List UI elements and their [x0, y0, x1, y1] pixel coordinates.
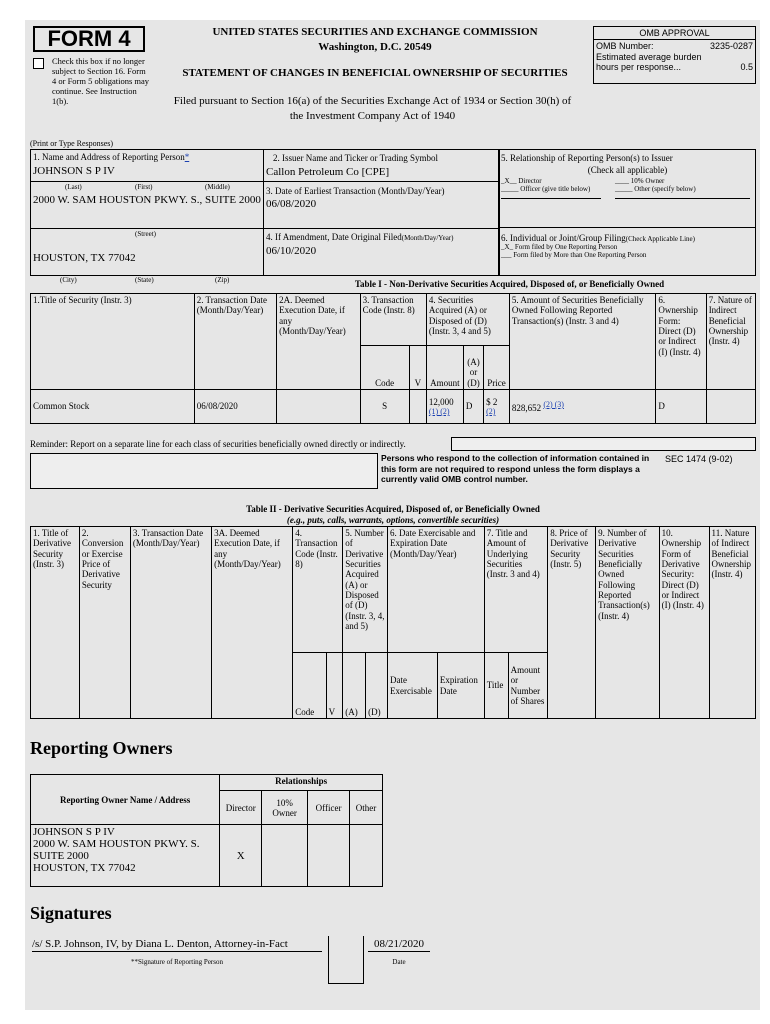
table1-title: Table I - Non-Derivative Securities Acquired, Disposed of, or Beneficially Owned	[354, 279, 665, 289]
t1-h-v: V	[409, 346, 426, 390]
t1-h-securities: 4. Securities Acquired (A) or Disposed of (D) (Instr. 3, 4 and 5)	[426, 294, 509, 346]
t1-code: S	[360, 390, 409, 424]
table2-subtitle: (e.g., puts, calls, warrants, options, convertible securities)	[286, 515, 500, 525]
reporting-owners-heading: Reporting Owners	[30, 738, 173, 758]
t1-form: D	[656, 390, 706, 424]
t2-h-amount-shares: Amount or Number of Shares	[508, 653, 548, 719]
t1-owned-footnote[interactable]: (2) (3)	[543, 399, 564, 409]
one-person-option: _X_ Form filed by One Reporting Person	[501, 243, 618, 251]
sec-number: SEC 1474 (9-02)	[665, 454, 733, 464]
signature-date-label: Date	[392, 958, 406, 966]
omb-hours-label: hours per response...	[596, 62, 682, 72]
t1-deemed-date	[277, 390, 360, 424]
t1-h-aord: (A) or (D)	[463, 346, 483, 390]
t1-h-nature: 7. Nature of Indirect Beneficial Ownership (Instr. 4)	[706, 294, 755, 390]
t1-v	[409, 390, 426, 424]
t2-h-code: 4. Transaction Code (Instr. 8)	[293, 527, 343, 653]
amendment-date: 06/10/2020	[266, 245, 317, 257]
t1-amount: 12,000 (1) (2)	[426, 390, 463, 424]
table2	[30, 526, 756, 719]
no-longer-subject-text: Check this box if no longer subject to Section 16. Form 4 or Form 5 obligations may continue. See Instruction 1(b).	[52, 56, 150, 107]
t2-h-a: (A)	[343, 653, 366, 719]
signature-date: 08/21/2020	[368, 938, 430, 952]
earliest-date: 06/08/2020	[266, 198, 317, 210]
t2-h-exercisable: Date Exercisable	[387, 653, 437, 719]
owner-name-header: Reporting Owner Name / Address	[31, 775, 220, 825]
t2-h-date: 3. Transaction Date (Month/Day/Year)	[130, 527, 211, 719]
omb-title: OMB APPROVAL	[594, 27, 755, 40]
t2-h-conversion: 2. Conversion or Exercise Price of Derivative Security	[79, 527, 130, 719]
relationships-header: Relationships	[220, 775, 383, 791]
t1-price: $ 2 (2)	[484, 390, 510, 424]
t2-h-deemed: 3A. Deemed Execution Date, if any (Month/Day/Year)	[212, 527, 293, 719]
officer-checkbox: _____ Officer (give title below)	[501, 185, 591, 193]
agency-location: Washington, D.C. 20549	[318, 41, 432, 53]
t1-transaction-date: 06/08/2020	[194, 390, 276, 424]
filed-line-1: Filed pursuant to Section 16(a) of the Securities Exchange Act of 1934 or Section 30(h) of	[173, 95, 572, 107]
t2-h-d: (D)	[366, 653, 388, 719]
reporter-name-label: 1. Name and Address of Reporting Person*	[33, 152, 190, 162]
t2-h-expiration: Expiration Date	[437, 653, 484, 719]
t2-h-code-sub: Code	[293, 653, 326, 719]
t1-owned: 828,652 $^{(2) (3)}$	[509, 390, 656, 424]
t1-h-code-sub: Code	[360, 346, 409, 390]
agency-name: UNITED STATES SECURITIES AND EXCHANGE COMMISSION	[212, 26, 538, 38]
state-label: (State)	[135, 276, 154, 284]
reminder-blank-box	[451, 437, 756, 451]
filing-label: 6. Individual or Joint/Group Filing(Check Applicable Line)	[501, 233, 695, 243]
issuer-name: Callon Petroleum Co [CPE]	[266, 166, 390, 178]
table-row	[31, 390, 756, 424]
t1-h-code: 3. Transaction Code (Instr. 8)	[360, 294, 426, 346]
signer-name: /s/ S.P. Johnson, IV, by Diana L. Denton, Attorney-in-Fact	[32, 938, 322, 952]
signatures-heading: Signatures	[30, 903, 112, 923]
first-label: (First)	[135, 183, 153, 191]
print-type-note: (Print or Type Responses)	[30, 139, 114, 148]
check-all-label: (Check all applicable)	[587, 165, 668, 175]
table2-title: Table II - Derivative Securities Acquired, Disposed of, or Beneficially Owned	[246, 504, 540, 514]
amendment-label: 4. If Amendment, Date Original Filed(Month/Day/Year)	[266, 232, 454, 242]
zip-label: (Zip)	[215, 276, 230, 284]
ten-pct-header: 10% Owner	[262, 791, 308, 825]
issuer-label: 2. Issuer Name and Ticker or Trading Symbol	[273, 153, 438, 163]
earliest-date-label: 3. Date of Earliest Transaction (Month/Day/Year)	[266, 186, 445, 196]
other-checkbox: _____ Other (specify below)	[615, 185, 696, 193]
t1-h-price: Price	[484, 346, 510, 390]
omb-burden-label: Estimated average burden	[596, 52, 702, 62]
more-person-option: ___ Form filed by More than One Reporting Person	[501, 251, 647, 259]
omb-hours: 0.5	[740, 62, 753, 72]
reporter-name: JOHNSON S P IV	[33, 165, 115, 177]
relationship-label: 5. Relationship of Reporting Person(s) to Issuer	[501, 153, 673, 163]
signer-label: **Signature of Reporting Person	[131, 958, 223, 966]
table1	[30, 293, 756, 424]
owner-address: JOHNSON S P IV 2000 W. SAM HOUSTON PKWY. S. SUITE 2000 HOUSTON, TX 77042	[31, 825, 220, 887]
form-page	[25, 20, 760, 1010]
t1-h-title: 1.Title of Security (Instr. 3)	[31, 294, 195, 390]
t2-h-price: 8. Price of Derivative Security (Instr. 5)	[548, 527, 596, 719]
owner-other	[350, 825, 383, 887]
filed-line-2: the Investment Company Act of 1940	[289, 110, 456, 122]
t1-h-amount: Amount	[426, 346, 463, 390]
city-label: (City)	[60, 276, 77, 284]
reminder-text: Reminder: Report on a separate line for each class of securities beneficially owned directly or indirectly.	[30, 439, 406, 449]
t1-aord: D	[463, 390, 483, 424]
owner-director: X	[220, 825, 262, 887]
omb-number-label: OMB Number:	[596, 41, 654, 51]
t2-h-underlying: 7. Title and Amount of Underlying Securities (Instr. 3 and 4)	[484, 527, 547, 653]
signature-row	[30, 936, 430, 986]
other-header: Other	[350, 791, 383, 825]
form-title: FORM 4	[33, 26, 145, 52]
persons-left-box	[30, 453, 378, 489]
t2-h-nature: 11. Nature of Indirect Beneficial Ownership (Instr. 4)	[709, 527, 755, 719]
t2-h-ownership: 10. Ownership Form of Derivative Security: Direct (D) or Indirect (I) (Instr. 4)	[659, 527, 709, 719]
t2-h-title-sub: Title	[484, 653, 508, 719]
reporter-city: HOUSTON, TX 77042	[33, 252, 136, 264]
t1-price-footnote[interactable]: (2)	[486, 407, 496, 417]
persons-respond-notice: Persons who respond to the collection of information contained in this form are not required to respond unless the form displays a currently valid OMB control number.	[381, 453, 650, 485]
ten-pct-checkbox: ____ 10% Owner	[615, 177, 665, 185]
t2-h-v: V	[326, 653, 343, 719]
no-longer-subject-checkbox[interactable]	[33, 58, 44, 69]
t1-h-amount-owned: 5. Amount of Securities Beneficially Owned Following Reported Transaction(s) (Instr. 3 and 4)	[509, 294, 656, 390]
t1-h-ownership: 6. Ownership Form: Direct (D) or Indirect (I) (Instr. 4)	[656, 294, 706, 390]
director-header: Director	[220, 791, 262, 825]
t1-h-deemed: 2A. Deemed Execution Date, if any (Month/Day/Year)	[277, 294, 360, 390]
table-row	[31, 825, 383, 887]
t1-nature	[706, 390, 755, 424]
reporting-owners-table	[30, 774, 383, 887]
omb-approval-box	[593, 26, 756, 84]
t1-security-title: Common Stock	[31, 390, 195, 424]
t2-h-title: 1. Title of Derivative Security (Instr. 3)	[31, 527, 80, 719]
owner-ten-pct	[262, 825, 308, 887]
t1-amount-footnote[interactable]: (1) (2)	[428, 407, 450, 417]
director-checkbox: _X__ Director	[501, 177, 542, 185]
signature-spacer-box	[328, 936, 364, 984]
omb-number: 3235-0287	[709, 41, 753, 51]
t2-h-dates: 6. Date Exercisable and Expiration Date (Month/Day/Year)	[387, 527, 484, 653]
reporter-street: 2000 W. SAM HOUSTON PKWY. S., SUITE 2000	[33, 194, 261, 206]
middle-label: (Middle)	[205, 183, 230, 191]
t2-h-number: 5. Number of Derivative Securities Acquired (A) or Disposed of (D) (Instr. 3, 4, and 5)	[343, 527, 388, 653]
owner-officer	[308, 825, 350, 887]
street-label: (Street)	[135, 230, 156, 238]
t1-h-date: 2. Transaction Date (Month/Day/Year)	[194, 294, 276, 390]
officer-header: Officer	[308, 791, 350, 825]
last-label: (Last)	[65, 183, 82, 191]
t2-h-owned: 9. Number of Derivative Securities Beneficially Owned Following Reported Transaction(s) (Instr. 4)	[596, 527, 659, 719]
statement-title: STATEMENT OF CHANGES IN BENEFICIAL OWNERSHIP OF SECURITIES	[182, 67, 568, 79]
